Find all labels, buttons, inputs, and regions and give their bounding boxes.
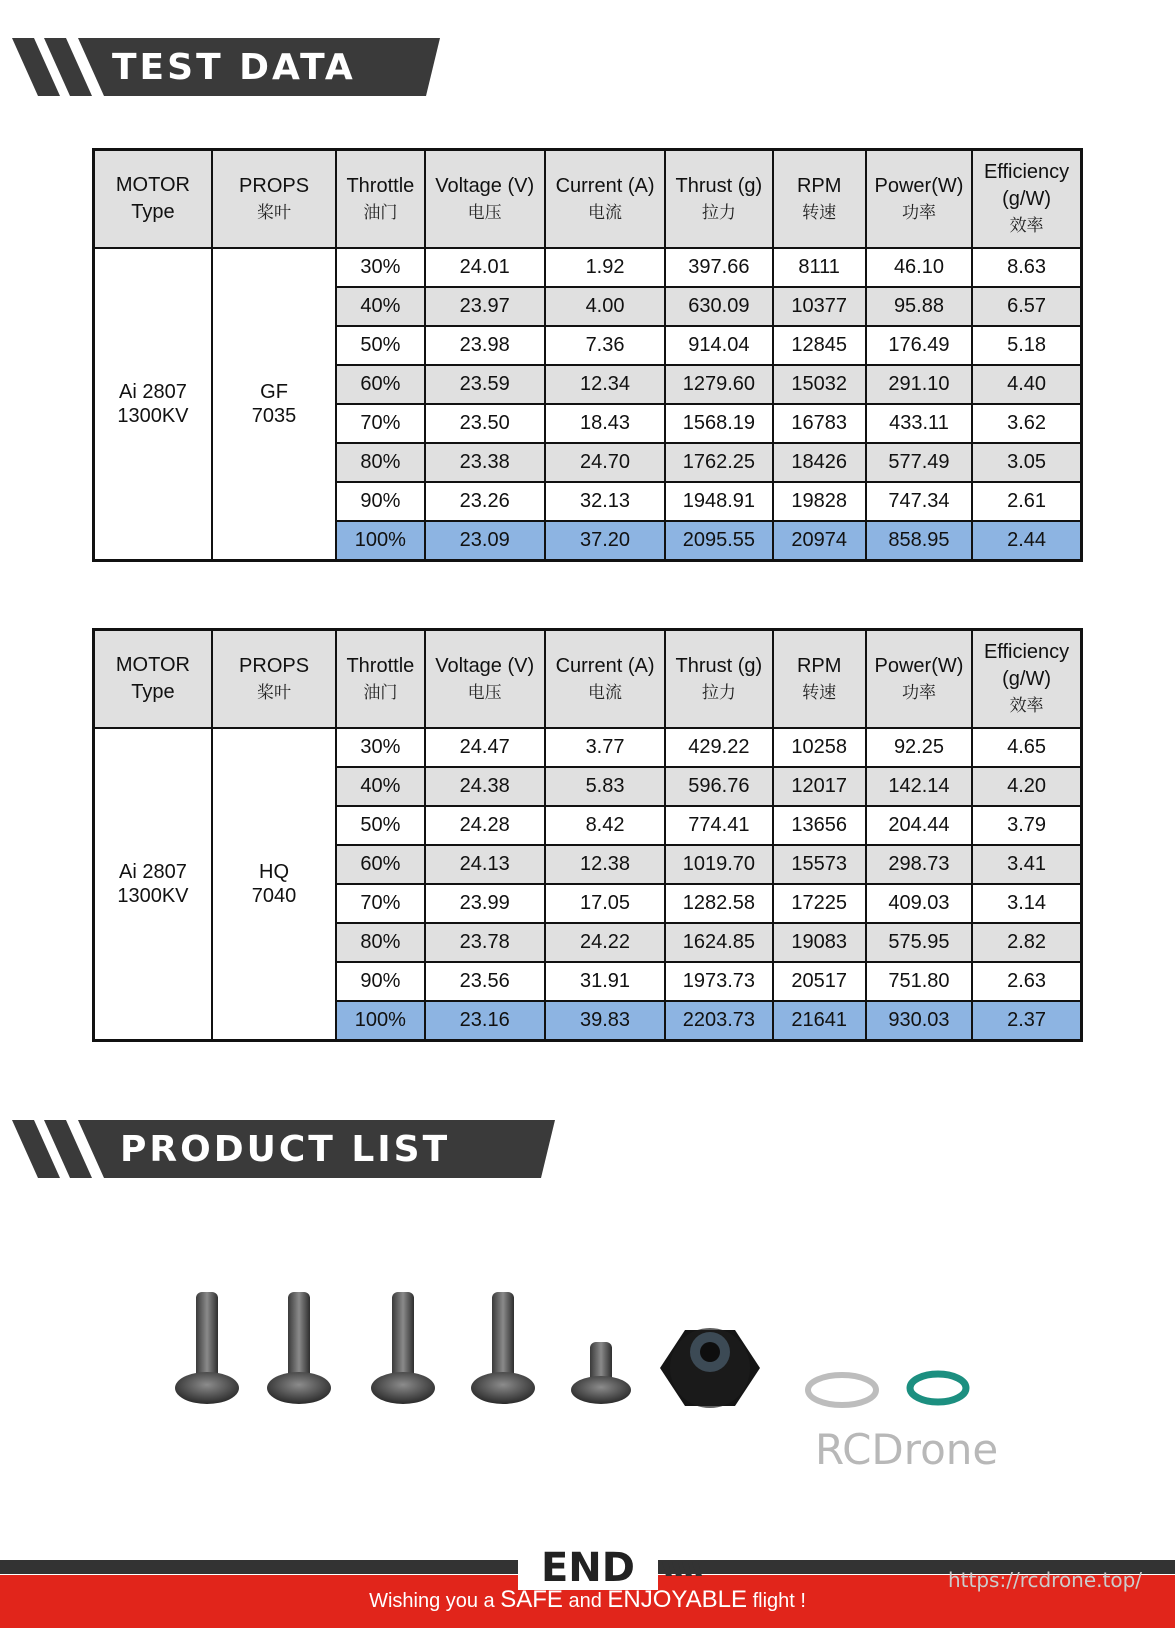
table-cell: 8.42 [545,806,665,845]
table-cell: 70% [336,884,424,923]
table-cell: 2.44 [972,521,1081,561]
table-cell: 4.40 [972,365,1081,404]
motor-line: Ai 2807 [119,381,187,403]
table-cell: 30% [336,728,424,767]
table-cell: 70% [336,404,424,443]
header-en: MOTOR [115,654,190,676]
table-cell: 291.10 [866,365,972,404]
table-cell: 23.59 [425,365,545,404]
header-cn: 电流 [588,682,623,702]
header-cn: 效率 [1009,696,1044,715]
watermark-text: RCDrone [815,1425,999,1474]
short-screw-icon [571,1342,631,1404]
table-cell: 751.80 [866,962,972,1001]
header-en2: (g/W) [1002,188,1051,210]
table-cell: 2095.55 [665,521,772,561]
table-cell: 3.77 [545,728,665,767]
table-cell: 2203.73 [665,1001,772,1041]
table-cell: 24.13 [425,845,545,884]
column-header [773,150,866,249]
table-cell: 12017 [773,767,866,806]
table-cell: 747.34 [866,482,972,521]
column-header [773,630,866,729]
table-cell: 80% [336,443,424,482]
column-header [212,630,336,729]
table-cell: 23.78 [425,923,545,962]
header-en: Current (A) [555,654,655,677]
header-cn: 油门 [363,682,398,702]
table-cell: 12.34 [545,365,665,404]
header-cn: 效率 [1009,216,1044,235]
header-en: Current (A) [555,174,655,197]
header-cn: 桨叶 [257,682,292,702]
table-cell: 23.38 [425,443,545,482]
table-cell: 1762.25 [665,443,772,482]
table-cell: 4.20 [972,767,1081,806]
test-data-table-gf7035 [92,148,1083,562]
header-cn: 电流 [588,202,623,222]
table-cell: 858.95 [866,521,972,561]
props-line: HQ [259,861,290,883]
table-cell: 19083 [773,923,866,962]
header-en2: Type [131,681,175,703]
table-cell: 4.65 [972,728,1081,767]
motor-type-cell [94,728,212,1041]
table-cell: 15032 [773,365,866,404]
table-cell: 774.41 [665,806,772,845]
table-cell: 1282.58 [665,884,772,923]
table-cell: 13656 [773,806,866,845]
header-en: PROPS [239,174,310,197]
end-stripes-icon [662,1562,708,1576]
table-cell: 1.92 [545,248,665,287]
table-cell: 24.22 [545,923,665,962]
header-en: Power(W) [874,654,964,677]
table-cell: 30% [336,248,424,287]
header-cn: 功率 [901,682,936,702]
table-row [94,728,1082,767]
footer-msg-5: flight ! [747,1590,806,1612]
end-label: END [518,1546,658,1590]
test-data-banner [12,38,442,98]
motor-line: Ai 2807 [119,861,187,883]
header-en2: (g/W) [1002,668,1051,690]
table-cell: 8.63 [972,248,1081,287]
table-cell: 92.25 [866,728,972,767]
product-list-banner [12,1120,557,1180]
header-cn: 桨叶 [257,202,292,222]
column-header [972,150,1081,249]
props-cell [212,248,336,561]
table-cell: 577.49 [866,443,972,482]
table-cell: 2.82 [972,923,1081,962]
table-cell: 18.43 [545,404,665,443]
footer-msg-1: Wishing you a [369,1590,501,1612]
table-cell: 100% [336,1001,424,1041]
table-cell: 20974 [773,521,866,561]
screw-icon [175,1292,239,1404]
table-cell: 2.37 [972,1001,1081,1041]
table-cell: 90% [336,962,424,1001]
header-en: Thrust (g) [675,174,763,197]
table-cell: 176.49 [866,326,972,365]
table-cell: 1948.91 [665,482,772,521]
header-cn: 转速 [802,682,837,702]
header-en: Throttle [346,654,415,677]
table-cell: 12845 [773,326,866,365]
column-header [336,630,424,729]
table-cell: 1019.70 [665,845,772,884]
header-en: PROPS [239,654,310,677]
table-cell: 17.05 [545,884,665,923]
screw-icon [371,1292,435,1404]
table-cell: 1279.60 [665,365,772,404]
table-cell: 4.00 [545,287,665,326]
product-parts [170,1290,1030,1430]
table-cell: 7.36 [545,326,665,365]
column-header [212,150,336,249]
table-cell: 15573 [773,845,866,884]
column-header [94,630,212,729]
table-cell: 31.91 [545,962,665,1001]
column-header [425,150,545,249]
product-list-title: PRODUCT LIST [120,1129,451,1170]
table-cell: 95.88 [866,287,972,326]
table-cell: 60% [336,845,424,884]
table-cell: 429.22 [665,728,772,767]
table-cell: 37.20 [545,521,665,561]
header-cn: 电压 [467,682,502,702]
table-cell: 3.62 [972,404,1081,443]
header-en: Voltage (V) [435,174,535,197]
column-header [866,150,972,249]
table-cell: 24.38 [425,767,545,806]
table-cell: 24.28 [425,806,545,845]
table-cell: 630.09 [665,287,772,326]
table-cell: 1973.73 [665,962,772,1001]
table-cell: 23.50 [425,404,545,443]
washer-icon [808,1375,876,1405]
table-cell: 32.13 [545,482,665,521]
table-cell: 23.16 [425,1001,545,1041]
screw-icon [471,1292,535,1404]
table-cell: 575.95 [866,923,972,962]
header-cn: 功率 [901,202,936,222]
url-text[interactable]: https://rcdrone.top/ [948,1568,1143,1592]
table-cell: 17225 [773,884,866,923]
table-cell: 204.44 [866,806,972,845]
table-cell: 23.99 [425,884,545,923]
screw-icon [267,1292,331,1404]
table-cell: 23.56 [425,962,545,1001]
table-cell: 46.10 [866,248,972,287]
table-cell: 16783 [773,404,866,443]
table-cell: 39.83 [545,1001,665,1041]
table-row [94,248,1082,287]
table-cell: 60% [336,365,424,404]
table-cell: 10258 [773,728,866,767]
column-header [336,150,424,249]
table-cell: 596.76 [665,767,772,806]
header-en: MOTOR [115,174,190,196]
column-header [972,630,1081,729]
header-en: RPM [796,654,842,677]
table-cell: 40% [336,767,424,806]
table-cell: 930.03 [866,1001,972,1041]
table-cell: 914.04 [665,326,772,365]
table-cell: 3.79 [972,806,1081,845]
test-data-table-hq7040 [92,628,1083,1042]
props-line: GF [260,381,288,403]
table-cell: 2.63 [972,962,1081,1001]
header-en2: Type [131,201,175,223]
column-header [94,150,212,249]
props-line: 7040 [251,885,297,907]
table-cell: 12.38 [545,845,665,884]
header-cn: 拉力 [701,202,736,222]
footer-message [0,1586,1175,1614]
test-data-title: TEST DATA [112,47,356,88]
table-cell: 90% [336,482,424,521]
header-en: Power(W) [874,174,964,197]
table-cell: 21641 [773,1001,866,1041]
header-en: Voltage (V) [435,654,535,677]
o-ring-icon [910,1374,966,1402]
table-cell: 3.14 [972,884,1081,923]
header-en: Throttle [346,174,415,197]
table-cell: 1624.85 [665,923,772,962]
column-header [665,150,772,249]
header-en: Efficiency [983,161,1070,183]
column-header [545,150,665,249]
header-cn: 电压 [467,202,502,222]
table-cell: 298.73 [866,845,972,884]
table-cell: 24.70 [545,443,665,482]
table-cell: 19828 [773,482,866,521]
header-cn: 转速 [802,202,837,222]
footer-msg-3: and [562,1590,608,1612]
table-cell: 18426 [773,443,866,482]
props-line: 7035 [251,405,297,427]
table-cell: 23.26 [425,482,545,521]
table-cell: 24.01 [425,248,545,287]
column-header [665,630,772,729]
table-cell: 3.05 [972,443,1081,482]
table-cell: 20517 [773,962,866,1001]
table-cell: 23.98 [425,326,545,365]
column-header [545,630,665,729]
header-en: Thrust (g) [675,654,763,677]
lock-nut-icon [660,1328,760,1408]
table-cell: 50% [336,326,424,365]
table-cell: 142.14 [866,767,972,806]
footer-msg-enjoyable: ENJOYABLE [607,1586,748,1613]
table-cell: 8111 [773,248,866,287]
table-cell: 100% [336,521,424,561]
table-cell: 24.47 [425,728,545,767]
table-cell: 50% [336,806,424,845]
motor-line: 1300KV [117,885,189,907]
table-cell: 10377 [773,287,866,326]
table-header-row [94,150,1082,249]
header-cn: 拉力 [701,682,736,702]
header-en: RPM [796,174,842,197]
props-cell [212,728,336,1041]
column-header [425,630,545,729]
table-cell: 5.83 [545,767,665,806]
motor-type-cell [94,248,212,561]
table-header-row [94,630,1082,729]
footer-msg-safe: SAFE [500,1586,563,1613]
table-cell: 23.09 [425,521,545,561]
header-cn: 油门 [363,202,398,222]
table-cell: 3.41 [972,845,1081,884]
table-cell: 40% [336,287,424,326]
table-cell: 23.97 [425,287,545,326]
table-cell: 1568.19 [665,404,772,443]
table-cell: 409.03 [866,884,972,923]
table-cell: 397.66 [665,248,772,287]
column-header [866,630,972,729]
table-cell: 2.61 [972,482,1081,521]
motor-line: 1300KV [117,405,189,427]
table-cell: 5.18 [972,326,1081,365]
table-cell: 6.57 [972,287,1081,326]
header-en: Efficiency [983,641,1070,663]
table-cell: 80% [336,923,424,962]
table-cell: 433.11 [866,404,972,443]
